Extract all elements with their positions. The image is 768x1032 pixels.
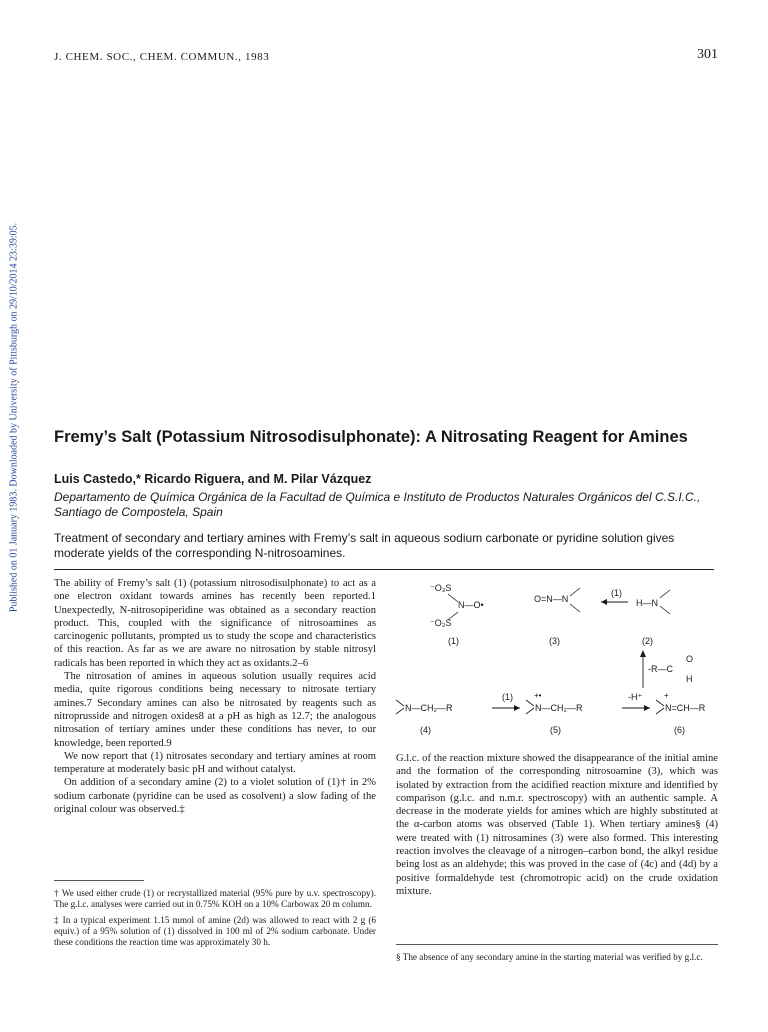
footnote-rule [54,880,144,881]
paragraph: We now report that (1) nitrosates secondary and tertiary amines at room temperature at moderately basic pH and without catalyst. [54,750,376,776]
article-abstract: Treatment of secondary and tertiary amines with Fremy’s salt in aqueous sodium carbonate or pyridine solution gives moderate yields of the corresponding N-nitrosoamines. [54,531,675,560]
left-footnotes [54,888,376,953]
article-authors: Luis Castedo,* Ricardo Riguera, and M. Pilar Vázquez [54,472,372,486]
compound-6-iminium: N=CH—R [665,703,706,713]
footnote-section: § The absence of any secondary amine in the starting material was verified by g.l.c. [396,952,703,962]
compound-3-nitroso: O=N—N [534,594,569,604]
running-head: J. CHEM. SOC., CHEM. COMMUN., 1983 [54,51,270,63]
label-compound-2: (2) [642,636,653,646]
left-column-body [54,577,376,816]
label-compound-3: (3) [549,636,560,646]
article-affiliation: Departamento de Química Orgánica de la Facultad de Química e Instituto de Productos Naturales Orgánicos del C.S.I.C., Santiago de Compostela, Spain [54,490,701,519]
side-aldehyde-oxygen: O [686,654,694,664]
arrow-2-label: -H⁺ [628,692,643,702]
label-compound-6: (6) [674,725,685,735]
reaction-scheme [396,578,718,748]
footnote-double-dagger: ‡ In a typical experiment 1.15 mmol of amine (2d) was allowed to react with 2 g (6 equiv.) of a 95% solution of (1) dissolved in 100 ml of 2% sodium carbonate. Under these conditions the reaction time was approximately 30 h. [54,915,376,947]
compound-4-tertiary-amine: N—CH₂—R [405,703,453,713]
compound-1-so3-upper: ⁻O₃S [430,583,452,593]
paragraph: G.l.c. of the reaction mixture showed the disappearance of the initial amine and the formation of the corresponding nitrosoamine (3), which was isolated by extraction from the acidified reaction mixture and identified by comparison (g.l.c. and n.m.r. spectroscopy) with an authentic sample. A decrease in the moderate yields for amines which are highly substituted at the α-carbon atoms was observed (Table 1). When tertiary amines§ (4) were treated with (1) nitrosamines (3) were also formed. This interesting reaction involves the cleavage of a nitrogen–carbon bond, the alkyl residue being lost as an aldehyde; this was proved in the case of (4c) and (4d) by a positive formaldehyde test (chromotropic acid) on the crude oxidation mixture. [396,753,718,897]
footnote-dagger: † We used either crude (1) or recrystallized material (95% pure by u.v. spectroscopy). The g.l.c. analyses were carried out in 0.75% KOH on a 10% Carbowax 20 m column. [54,888,376,909]
compound-2-amine: H—N [636,598,658,608]
compound-5-radical-cation: N—CH₂—R [535,703,583,713]
side-aldehyde-reagent: -R—C [648,664,673,674]
label-compound-4: (4) [420,725,431,735]
right-footnotes [396,952,718,968]
paragraph: The ability of Fremy’s salt (1) (potassium nitrosodisulphonate) to act as a one electron oxidant towards amines has recently been reported.1 Unexpectedly, N-nitrosopiperidine was obtained as a secondary reaction product. This, coupled with the significance of nitrosoamines as carcinogenic pollutants, prompted us to study the scope and characteristics of this reaction. As far as we are aware no nitrosation by stable nitrosyl radicals has been reported in which they act as oxidants.2–6 [54,578,376,669]
compound-6-charge: + [664,691,669,700]
compound-1-nitroxide: N—O• [458,600,484,610]
paragraph: On addition of a secondary amine (2) to a violet solution of (1)† in 2% sodium carbonate (pyridine can be used as cosolvent) a slow fading of the original colour was observed.‡ [54,777,376,816]
download-note-link[interactable]: Published on 01 January 1983. Downloaded by University of Pittsburgh on 29/10/2014 23:39:05. [8,222,20,613]
label-compound-5: (5) [550,725,561,735]
right-footnote-rule [396,944,718,945]
arrow-reagent-label: (1) [611,588,622,598]
abstract-rule [54,569,714,570]
arrow-1-label: (1) [502,692,513,702]
paragraph: The nitrosation of amines in aqueous solution usually requires acid media, quite rigorous conditions being necessary to nitrosate tertiary amines.7 Secondary amines can also be nitrosated by reagents such as nitroprusside and nitrogen oxides8 at a pH as high as 12.7; the analogous nitrosation of tertiary amines under these conditions has never, to our knowledge, been reported.9 [54,671,376,749]
label-compound-1: (1) [448,636,459,646]
compound-5-charge: +• [534,691,542,700]
article-title: Fremy’s Salt (Potassium Nitrosodisulphonate): A Nitrosating Reagent for Amines [54,428,688,446]
right-column-body [396,752,718,898]
page-number: 301 [697,47,718,62]
compound-1-so3-lower: ⁻O₃S [430,618,452,628]
side-aldehyde-hydrogen: H [686,674,693,684]
